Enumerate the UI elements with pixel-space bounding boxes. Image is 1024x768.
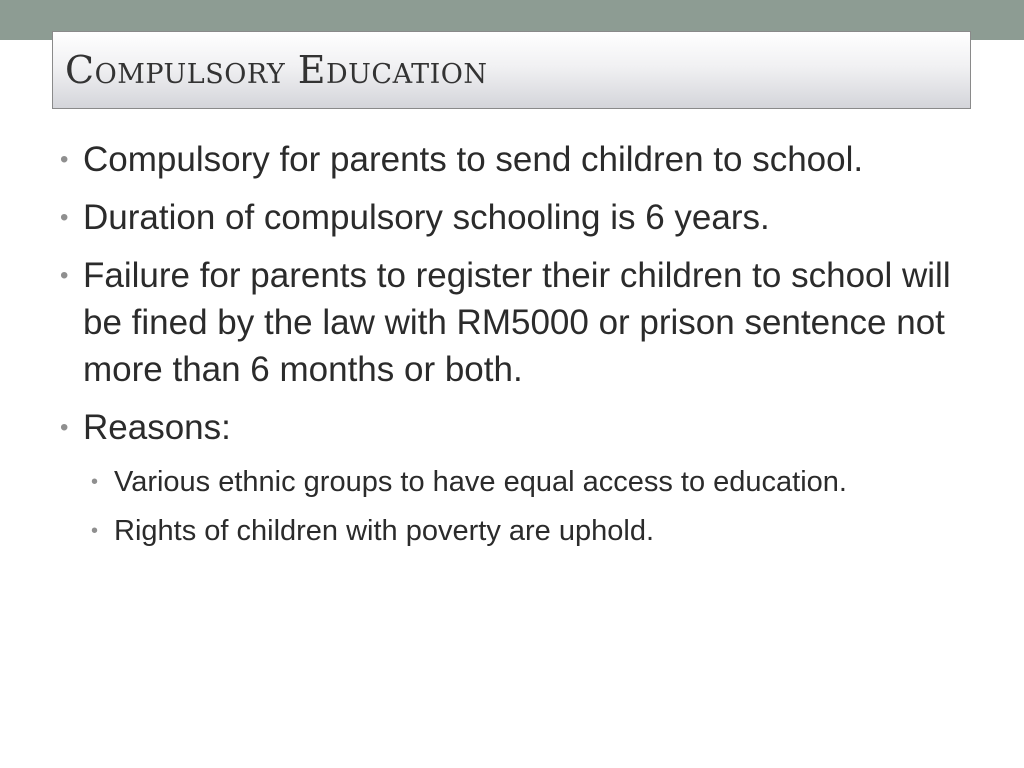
bullet-text: Duration of compulsory schooling is 6 years. xyxy=(83,198,770,237)
bullet-dot-icon: • xyxy=(91,520,99,542)
sub-bullet-text: Various ethnic groups to have equal access to education. xyxy=(114,466,847,498)
bullet-list xyxy=(58,136,958,560)
bullet-item xyxy=(58,252,958,393)
sub-bullet-item xyxy=(89,511,958,552)
bullet-item xyxy=(58,404,958,451)
slide-title: Compulsory Education xyxy=(65,48,488,92)
bullet-text: Failure for parents to register their children to school will be fined by the law with RM5000 or prison sentence not more than 6 months or both. xyxy=(83,256,951,389)
bullet-text: Compulsory for parents to send children to school. xyxy=(83,140,864,179)
bullet-dot-icon: • xyxy=(60,414,69,441)
bullet-dot-icon: • xyxy=(60,146,69,173)
sub-bullet-text: Rights of children with poverty are uphold. xyxy=(114,515,655,547)
bullet-dot-icon: • xyxy=(60,262,69,289)
bullet-item xyxy=(58,194,958,241)
sub-bullet-item xyxy=(89,462,958,503)
bullet-item xyxy=(58,136,958,183)
bullet-dot-icon: • xyxy=(60,204,69,231)
title-box xyxy=(52,31,971,109)
bullet-text: Reasons: xyxy=(83,408,231,447)
bullet-dot-icon: • xyxy=(91,471,99,493)
